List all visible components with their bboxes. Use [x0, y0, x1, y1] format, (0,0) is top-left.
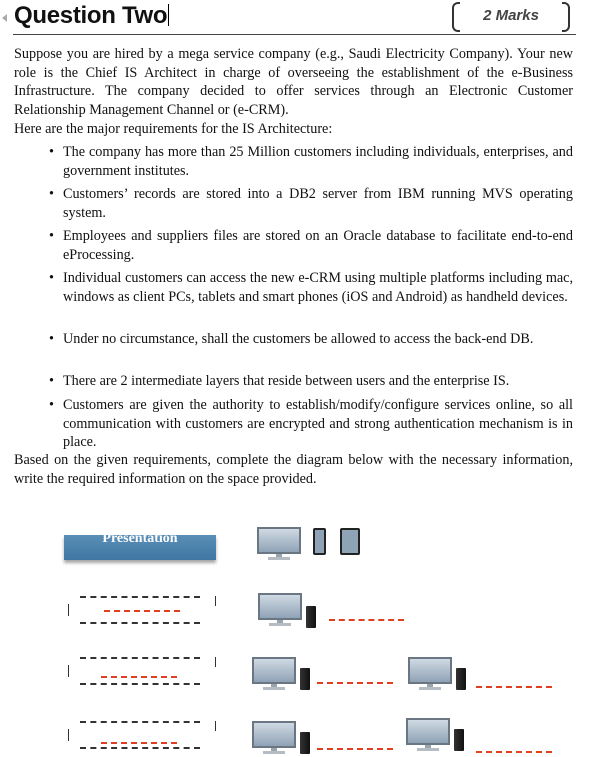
requirements-lead: Here are the major requirements for the IS Architecture:	[14, 121, 333, 137]
layer-3-name-blank[interactable]	[101, 676, 177, 678]
layer-3-server-b-blank[interactable]	[476, 686, 552, 688]
server-tower-icon	[306, 606, 316, 628]
database-tower-icon	[300, 732, 310, 754]
presentation-label: Presentation	[102, 531, 178, 546]
text-cursor	[168, 4, 169, 26]
bullet-icon: •	[49, 373, 54, 389]
instruction-paragraph: Based on the given requirements, complete the diagram below with the necessary information, write the required information on the space provided.	[14, 452, 573, 487]
bullet-icon: •	[49, 331, 54, 347]
smartphone-icon	[313, 528, 326, 555]
question-header	[0, 0, 603, 36]
title-underline	[13, 34, 576, 35]
server-tower-icon	[456, 668, 466, 690]
tablet-icon	[340, 528, 360, 555]
list-item: • Customers are given the authority to establish/modify/configure services online, so all communication with customers are encrypted and strong authentication mechanism is in place.	[49, 397, 573, 450]
list-item: • Employees and suppliers files are stored on an Oracle database to facilitate end-to-end eProcessing.	[49, 228, 573, 263]
list-item: • The company has more than 25 Million customers including individuals, enterprises, and government institutes.	[49, 144, 573, 179]
right-bracket-icon	[562, 2, 570, 32]
intro-paragraph: Suppose you are hired by a mega service company (e.g., Saudi Electricity Company). Your new role is the Chief IS Architect in charge of overseeing the establishment of the e-Business Infrastructure. The company decided to offer services through an Electronic Customer Relationship Management Channel or (e-CRM).	[14, 46, 573, 118]
list-item: • There are 2 intermediate layers that reside between users and the enterprise IS.	[49, 373, 510, 389]
layer-3-answer-box[interactable]	[68, 657, 216, 687]
bullet-icon: •	[49, 186, 54, 202]
layer-4-answer-box[interactable]	[68, 721, 216, 751]
list-item: • Customers’ records are stored into a DB2 server from IBM running MVS operating system.	[49, 186, 573, 221]
marks-badge	[452, 2, 570, 30]
marks-label: 2 Marks	[483, 7, 539, 24]
bullet-icon: •	[49, 270, 54, 286]
bullet-icon: •	[49, 144, 54, 160]
bullet-icon: •	[49, 228, 54, 244]
layer-2-server-blank[interactable]	[329, 619, 404, 621]
server-tower-icon	[300, 668, 310, 690]
layer-4-db-a-blank[interactable]	[317, 748, 393, 750]
bullet-icon: •	[49, 397, 54, 413]
layer-3-server-a-blank[interactable]	[317, 682, 393, 684]
layer-4-db-b-blank[interactable]	[476, 751, 552, 753]
layer-4-name-blank[interactable]	[101, 742, 177, 744]
list-item: • Under no circumstance, shall the customers be allowed to access the back-end DB.	[49, 331, 534, 347]
question-title[interactable]: Question Two	[14, 2, 168, 29]
list-item: • Individual customers can access the new e-CRM using multiple platforms including mac, windows as client PCs, tablets and smart phones (iOS and Android) as handheld devices.	[49, 270, 573, 305]
presentation-layer-box	[64, 531, 216, 560]
collapse-triangle-icon[interactable]	[2, 14, 7, 22]
database-tower-icon	[454, 729, 464, 751]
layer-2-name-blank[interactable]	[104, 610, 180, 612]
